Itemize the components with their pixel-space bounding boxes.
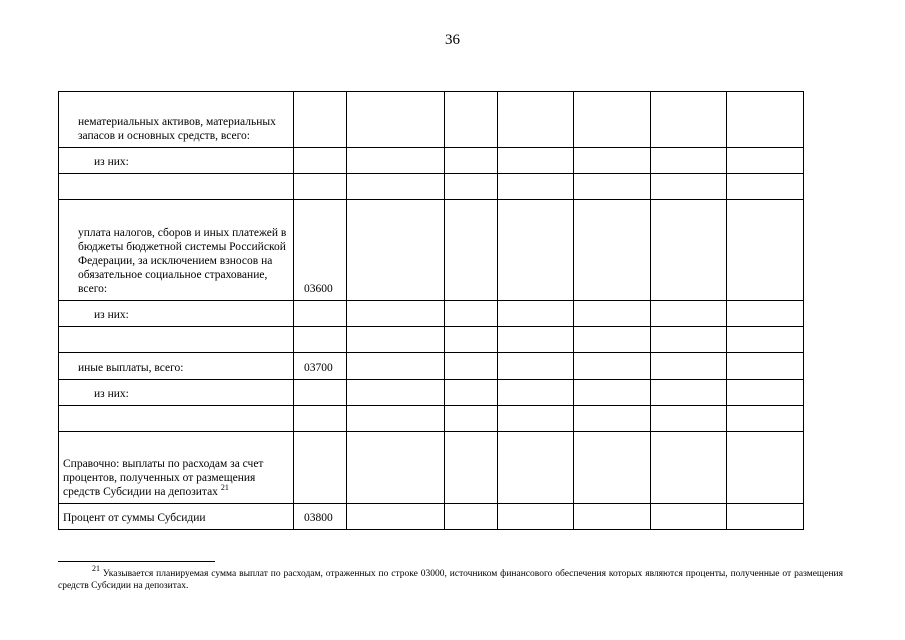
value-cell	[651, 327, 727, 353]
row-code-cell	[294, 353, 347, 380]
value-cell	[347, 504, 445, 530]
row-code: 03700	[304, 362, 333, 374]
value-cell	[347, 380, 445, 406]
value-cell	[651, 301, 727, 327]
row-name-cell	[59, 504, 294, 530]
value-cell	[445, 406, 498, 432]
value-cell	[498, 432, 574, 504]
table-row	[59, 504, 804, 530]
table-row	[59, 353, 804, 380]
value-cell	[651, 406, 727, 432]
row-name-cell	[59, 406, 294, 432]
value-cell	[574, 174, 651, 200]
value-cell	[727, 432, 804, 504]
value-cell	[574, 327, 651, 353]
value-cell	[574, 380, 651, 406]
value-cell	[651, 504, 727, 530]
report-table	[58, 91, 804, 530]
value-cell	[651, 432, 727, 504]
footnote	[58, 564, 843, 592]
value-cell	[651, 200, 727, 301]
row-code-cell	[294, 327, 347, 353]
value-cell	[727, 148, 804, 174]
value-cell	[347, 148, 445, 174]
value-cell	[347, 200, 445, 301]
value-cell	[498, 92, 574, 148]
row-code-cell	[294, 174, 347, 200]
footnote-mark: 21	[92, 564, 100, 573]
row-name-cell	[59, 200, 294, 301]
table-row	[59, 327, 804, 353]
table-row	[59, 432, 804, 504]
row-code-cell	[294, 200, 347, 301]
value-cell	[574, 301, 651, 327]
value-cell	[651, 353, 727, 380]
value-cell	[651, 148, 727, 174]
footnote-ref: 21	[220, 483, 229, 492]
row-name-cell	[59, 380, 294, 406]
row-name: нематериальных активов, материальных запасов и основных средств, всего:	[78, 116, 276, 142]
value-cell	[574, 504, 651, 530]
value-cell	[727, 406, 804, 432]
value-cell	[727, 200, 804, 301]
value-cell	[347, 174, 445, 200]
value-cell	[445, 92, 498, 148]
value-cell	[445, 504, 498, 530]
value-cell	[445, 353, 498, 380]
value-cell	[498, 380, 574, 406]
value-cell	[347, 406, 445, 432]
value-cell	[574, 406, 651, 432]
row-name: Процент от суммы Субсидии	[63, 512, 206, 524]
value-cell	[574, 353, 651, 380]
value-cell	[347, 301, 445, 327]
table-row	[59, 406, 804, 432]
value-cell	[651, 174, 727, 200]
value-cell	[651, 92, 727, 148]
value-cell	[574, 148, 651, 174]
row-code-cell	[294, 504, 347, 530]
table-row	[59, 380, 804, 406]
value-cell	[498, 353, 574, 380]
row-code-cell	[294, 148, 347, 174]
value-cell	[727, 380, 804, 406]
row-name-cell	[59, 148, 294, 174]
row-code-cell	[294, 380, 347, 406]
value-cell	[445, 200, 498, 301]
row-name-cell	[59, 432, 294, 504]
value-cell	[347, 327, 445, 353]
table-row	[59, 301, 804, 327]
row-name-cell	[59, 353, 294, 380]
value-cell	[498, 406, 574, 432]
value-cell	[574, 432, 651, 504]
value-cell	[498, 174, 574, 200]
value-cell	[498, 504, 574, 530]
row-name-cell	[59, 92, 294, 148]
table-row	[59, 148, 804, 174]
row-code-cell	[294, 92, 347, 148]
value-cell	[445, 327, 498, 353]
row-name: иные выплаты, всего:	[78, 362, 184, 374]
value-cell	[727, 174, 804, 200]
value-cell	[445, 301, 498, 327]
row-code: 03800	[304, 512, 333, 524]
value-cell	[347, 92, 445, 148]
row-code-cell	[294, 432, 347, 504]
row-name: из них:	[94, 388, 129, 400]
value-cell	[445, 380, 498, 406]
value-cell	[445, 432, 498, 504]
table-row	[59, 92, 804, 148]
value-cell	[574, 92, 651, 148]
row-name-cell	[59, 301, 294, 327]
row-name: из них:	[94, 156, 129, 168]
row-code-cell	[294, 301, 347, 327]
row-code: 03600	[304, 283, 333, 295]
table-row	[59, 200, 804, 301]
row-name: Справочно: выплаты по расходам за счет процентов, полученных от размещения средств Субсидии на депозитах	[63, 458, 264, 498]
row-name-cell	[59, 174, 294, 200]
table-row	[59, 174, 804, 200]
value-cell	[498, 200, 574, 301]
value-cell	[651, 380, 727, 406]
value-cell	[727, 301, 804, 327]
value-cell	[727, 92, 804, 148]
value-cell	[727, 504, 804, 530]
value-cell	[727, 327, 804, 353]
value-cell	[498, 301, 574, 327]
value-cell	[445, 174, 498, 200]
value-cell	[347, 353, 445, 380]
value-cell	[727, 353, 804, 380]
footnote-separator	[58, 561, 215, 562]
value-cell	[498, 148, 574, 174]
value-cell	[574, 200, 651, 301]
value-cell	[498, 327, 574, 353]
row-name: из них:	[94, 309, 129, 321]
row-name: уплата налогов, сборов и иных платежей в бюджеты бюджетной системы Российской Федерации, за исключением взносов на обязательное социальное страхование, всего:	[78, 227, 287, 295]
value-cell	[347, 432, 445, 504]
footnote-text: Указывается планируемая сумма выплат по расходам, отраженных по строке 03000, источником финансового обеспечения которых являются проценты, полученные от размещения средств Субсидии на депозитах.	[58, 569, 843, 591]
value-cell	[445, 148, 498, 174]
row-code-cell	[294, 406, 347, 432]
row-name-cell	[59, 327, 294, 353]
page-number: 36	[445, 32, 460, 48]
